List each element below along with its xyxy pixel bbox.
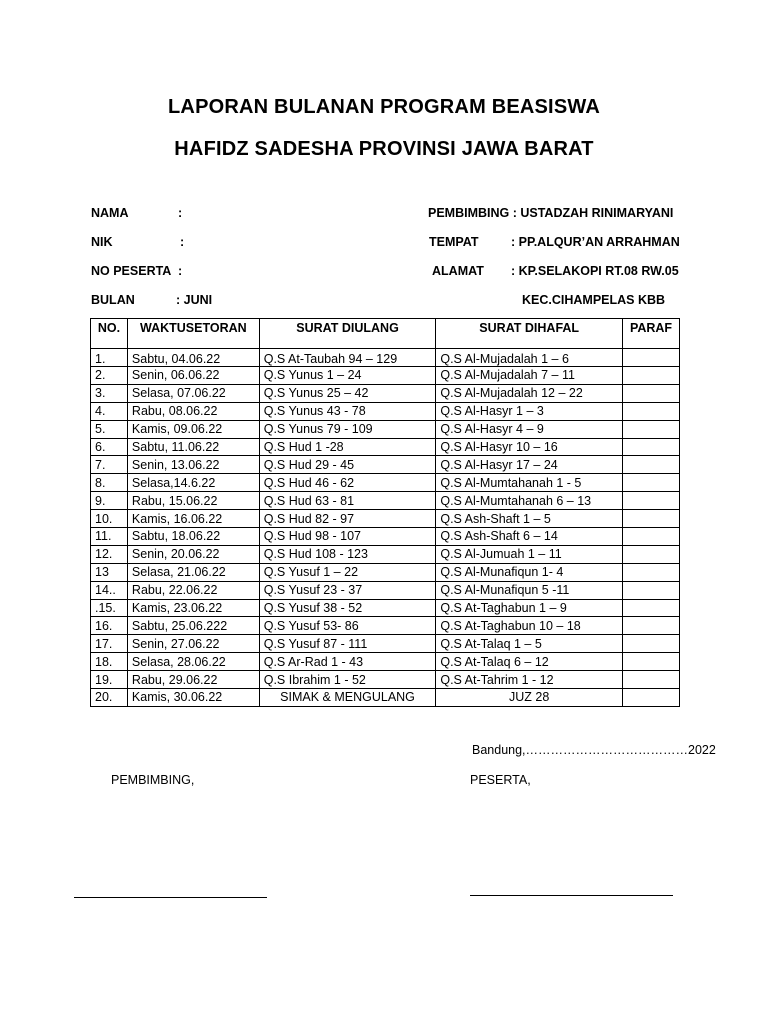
row-surat-dihafal: Q.S Al-Mujadalah 12 – 22 (436, 384, 623, 402)
row-surat-diulang: Q.S Hud 1 -28 (259, 438, 436, 456)
row-no: 20. (91, 689, 128, 707)
header-waktu-setoran: WAKTUSETORAN (127, 319, 259, 349)
row-paraf (623, 671, 680, 689)
row-paraf (623, 420, 680, 438)
place-date: Bandung,…………………………………2022 (472, 743, 716, 757)
row-no: 18. (91, 653, 128, 671)
row-no: 10. (91, 510, 128, 528)
row-waktu-setoran: Sabtu, 04.06.22 (127, 349, 259, 367)
header-paraf: PARAF (623, 319, 680, 349)
row-waktu-setoran: Rabu, 08.06.22 (127, 402, 259, 420)
table-row (91, 492, 680, 510)
row-no: 1. (91, 349, 128, 367)
row-waktu-setoran: Senin, 20.06.22 (127, 545, 259, 563)
row-waktu-setoran: Kamis, 09.06.22 (127, 420, 259, 438)
row-surat-diulang: Q.S Hud 46 - 62 (259, 474, 436, 492)
row-no: 14.. (91, 581, 128, 599)
table-row (91, 653, 680, 671)
table-row (91, 349, 680, 367)
row-paraf (623, 510, 680, 528)
tempat-label: TEMPAT (429, 235, 479, 249)
row-waktu-setoran: Kamis, 16.06.22 (127, 510, 259, 528)
header-surat-diulang: SURAT DIULANG (259, 319, 436, 349)
row-paraf (623, 456, 680, 474)
row-waktu-setoran: Rabu, 29.06.22 (127, 671, 259, 689)
row-no: 11. (91, 528, 128, 546)
row-no: 5. (91, 420, 128, 438)
row-surat-diulang: Q.S Hud 98 - 107 (259, 528, 436, 546)
row-surat-diulang: Q.S Hud 29 - 45 (259, 456, 436, 474)
row-surat-dihafal: Q.S At-Talaq 1 – 5 (436, 635, 623, 653)
row-waktu-setoran: Sabtu, 11.06.22 (127, 438, 259, 456)
pembimbing-signature-label: PEMBIMBING, (111, 773, 195, 787)
table-row (91, 563, 680, 581)
row-surat-diulang: Q.S Ibrahim 1 - 52 (259, 671, 436, 689)
setoran-table (90, 318, 680, 707)
row-waktu-setoran: Senin, 13.06.22 (127, 456, 259, 474)
row-surat-diulang: Q.S Yunus 25 – 42 (259, 384, 436, 402)
peserta-signature-line (470, 895, 673, 896)
row-surat-dihafal: Q.S Al-Jumuah 1 – 11 (436, 545, 623, 563)
row-paraf (623, 474, 680, 492)
nama-label: NAMA (91, 206, 129, 220)
nik-colon: : (180, 235, 185, 249)
alamat-value: : KP.SELAKOPI RT.08 RW.05 (511, 264, 679, 278)
pembimbing-info: PEMBIMBING : USTADZAH RINIMARYANI (428, 206, 674, 220)
row-surat-dihafal: Q.S Al-Mumtahanah 6 – 13 (436, 492, 623, 510)
row-waktu-setoran: Sabtu, 25.06.222 (127, 617, 259, 635)
row-surat-dihafal: Q.S Al-Hasyr 10 – 16 (436, 438, 623, 456)
row-waktu-setoran: Rabu, 22.06.22 (127, 581, 259, 599)
report-title: LAPORAN BULANAN PROGRAM BEASISWA (168, 96, 600, 118)
row-surat-diulang: SIMAK & MENGULANG (259, 689, 436, 707)
row-no: 7. (91, 456, 128, 474)
report-subtitle: HAFIDZ SADESHA PROVINSI JAWA BARAT (174, 138, 594, 160)
table-row (91, 581, 680, 599)
row-surat-diulang: Q.S Yunus 43 - 78 (259, 402, 436, 420)
row-waktu-setoran: Sabtu, 18.06.22 (127, 528, 259, 546)
alamat-label: ALAMAT (432, 264, 484, 278)
header-surat-dihafal: SURAT DIHAFAL (436, 319, 623, 349)
table-row (91, 367, 680, 385)
row-paraf (623, 599, 680, 617)
table-header-row (91, 319, 680, 349)
row-paraf (623, 635, 680, 653)
table-row (91, 671, 680, 689)
row-paraf (623, 367, 680, 385)
row-no: 17. (91, 635, 128, 653)
row-surat-dihafal: Q.S Al-Mujadalah 7 – 11 (436, 367, 623, 385)
row-no: 16. (91, 617, 128, 635)
row-paraf (623, 689, 680, 707)
row-surat-dihafal: Q.S Al-Munafiqun 5 -11 (436, 581, 623, 599)
row-no: 12. (91, 545, 128, 563)
row-surat-diulang: Q.S Hud 82 - 97 (259, 510, 436, 528)
row-no: 8. (91, 474, 128, 492)
row-paraf (623, 349, 680, 367)
row-waktu-setoran: Selasa, 07.06.22 (127, 384, 259, 402)
row-surat-diulang: Q.S Hud 63 - 81 (259, 492, 436, 510)
table-row (91, 474, 680, 492)
table-row (91, 599, 680, 617)
table-row (91, 689, 680, 707)
table-row (91, 510, 680, 528)
row-waktu-setoran: Selasa, 28.06.22 (127, 653, 259, 671)
row-surat-dihafal: Q.S Al-Mujadalah 1 – 6 (436, 349, 623, 367)
no-peserta-colon: : (178, 264, 183, 278)
row-paraf (623, 438, 680, 456)
table-row (91, 402, 680, 420)
row-paraf (623, 653, 680, 671)
row-waktu-setoran: Senin, 06.06.22 (127, 367, 259, 385)
row-paraf (623, 545, 680, 563)
row-surat-dihafal: Q.S Ash-Shaft 1 – 5 (436, 510, 623, 528)
table-row (91, 456, 680, 474)
row-surat-dihafal: Q.S Al-Mumtahanah 1 - 5 (436, 474, 623, 492)
row-paraf (623, 402, 680, 420)
nama-colon: : (178, 206, 183, 220)
row-no: .15. (91, 599, 128, 617)
row-surat-dihafal: Q.S Al-Hasyr 1 – 3 (436, 402, 623, 420)
row-surat-dihafal: Q.S At-Taghabun 10 – 18 (436, 617, 623, 635)
row-waktu-setoran: Kamis, 23.06.22 (127, 599, 259, 617)
row-paraf (623, 384, 680, 402)
tempat-value: : PP.ALQUR’AN ARRAHMAN (511, 235, 680, 249)
row-waktu-setoran: Rabu, 15.06.22 (127, 492, 259, 510)
row-surat-diulang: Q.S At-Taubah 94 – 129 (259, 349, 436, 367)
row-no: 13 (91, 563, 128, 581)
row-surat-dihafal: Q.S Ash-Shaft 6 – 14 (436, 528, 623, 546)
row-paraf (623, 581, 680, 599)
row-waktu-setoran: Kamis, 30.06.22 (127, 689, 259, 707)
row-surat-dihafal: Q.S Al-Munafiqun 1- 4 (436, 563, 623, 581)
nik-label: NIK (91, 235, 113, 249)
pembimbing-signature-line (74, 897, 267, 898)
row-surat-dihafal: JUZ 28 (436, 689, 623, 707)
row-surat-diulang: Q.S Yusuf 23 - 37 (259, 581, 436, 599)
row-waktu-setoran: Senin, 27.06.22 (127, 635, 259, 653)
peserta-signature-label: PESERTA, (470, 773, 531, 787)
table-row (91, 384, 680, 402)
row-surat-diulang: Q.S Yunus 1 – 24 (259, 367, 436, 385)
row-no: 3. (91, 384, 128, 402)
table-row (91, 438, 680, 456)
row-paraf (623, 528, 680, 546)
row-waktu-setoran: Selasa,14.6.22 (127, 474, 259, 492)
table-row (91, 420, 680, 438)
no-peserta-label: NO PESERTA (91, 264, 172, 278)
table-row (91, 635, 680, 653)
row-surat-dihafal: Q.S At-Tahrim 1 - 12 (436, 671, 623, 689)
row-no: 2. (91, 367, 128, 385)
row-no: 9. (91, 492, 128, 510)
header-no: NO. (91, 319, 128, 349)
row-surat-diulang: Q.S Yusuf 1 – 22 (259, 563, 436, 581)
row-no: 19. (91, 671, 128, 689)
row-surat-dihafal: Q.S At-Talaq 6 – 12 (436, 653, 623, 671)
bulan-label: BULAN (91, 293, 135, 307)
row-surat-diulang: Q.S Yusuf 38 - 52 (259, 599, 436, 617)
row-surat-dihafal: Q.S Al-Hasyr 4 – 9 (436, 420, 623, 438)
row-surat-diulang: Q.S Yusuf 53- 86 (259, 617, 436, 635)
table-row (91, 545, 680, 563)
row-surat-diulang: Q.S Hud 108 - 123 (259, 545, 436, 563)
row-surat-diulang: Q.S Yunus 79 - 109 (259, 420, 436, 438)
row-surat-diulang: Q.S Ar-Rad 1 - 43 (259, 653, 436, 671)
table-row (91, 528, 680, 546)
row-waktu-setoran: Selasa, 21.06.22 (127, 563, 259, 581)
table-row (91, 617, 680, 635)
row-surat-dihafal: Q.S Al-Hasyr 17 – 24 (436, 456, 623, 474)
alamat-line2: KEC.CIHAMPELAS KBB (522, 293, 666, 307)
row-paraf (623, 617, 680, 635)
row-no: 6. (91, 438, 128, 456)
row-paraf (623, 563, 680, 581)
bulan-value: : JUNI (176, 293, 213, 307)
row-paraf (623, 492, 680, 510)
row-surat-dihafal: Q.S At-Taghabun 1 – 9 (436, 599, 623, 617)
row-surat-diulang: Q.S Yusuf 87 - 111 (259, 635, 436, 653)
row-no: 4. (91, 402, 128, 420)
